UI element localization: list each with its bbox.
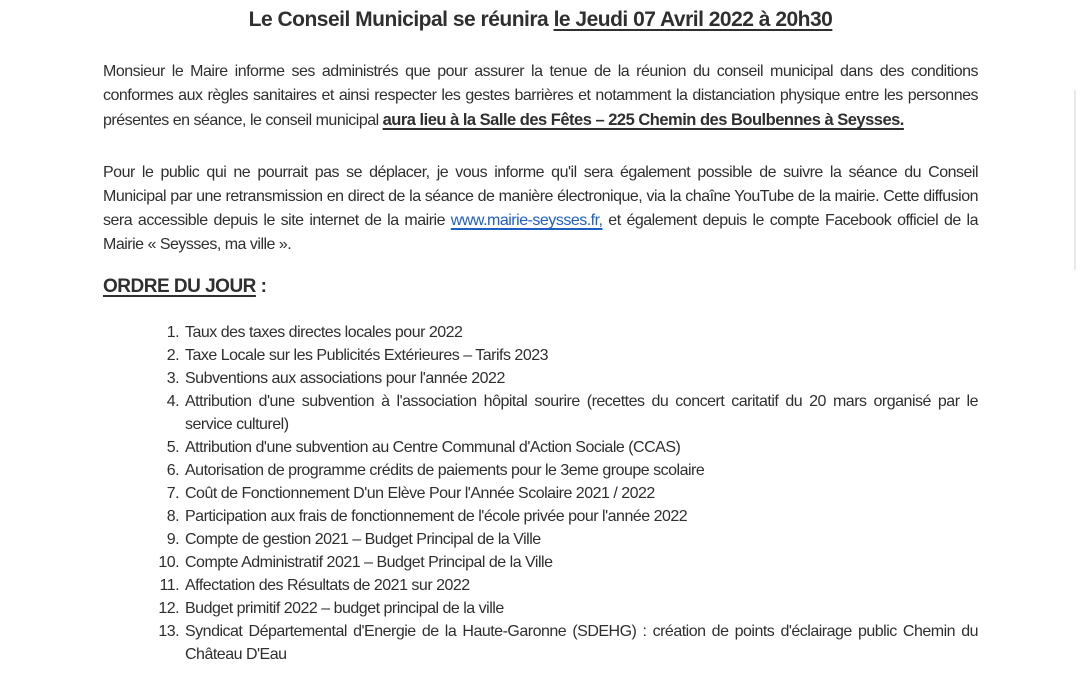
title-text: Le Conseil Municipal se réunira xyxy=(248,8,554,31)
agenda-item-1: 1. Taux des taxes directes locales pour 2022 xyxy=(183,321,978,344)
agenda-item-2: 2. Taxe Locale sur les Publicités Extérieures – Tarifs 2023 xyxy=(183,344,978,367)
agenda-item-13: 13. Syndicat Départemental d'Energie de la Haute-Garonne (SDEHG) : création de points d'éclairage public Chemin du Château D'Eau xyxy=(183,620,978,666)
agenda-heading-underlined: ORDRE DU JOUR xyxy=(103,276,256,297)
agenda-item-8: 8. Participation aux frais de fonctionnement de l'école privée pour l'année 2022 xyxy=(183,505,978,528)
agenda-item-3: 3. Subventions aux associations pour l'année 2022 xyxy=(183,367,978,390)
agenda-item-12: 12. Budget primitif 2022 – budget principal de la ville xyxy=(183,597,978,620)
scanner-artifact-line xyxy=(1074,90,1076,270)
page-title xyxy=(103,6,978,34)
agenda-item-6: 6. Autorisation de programme crédits de paiements pour le 3eme groupe scolaire xyxy=(183,459,978,482)
intro-paragraph xyxy=(103,60,978,133)
agenda-list xyxy=(103,321,978,666)
intro-text: Monsieur le Maire informe ses administrés que pour assurer la tenue de la réunion du conseil municipal dans des conditions conformes aux règles sanitaires et ainsi respecter les gestes barrières et notamment la distanciation physique entre les personnes présentes en séance, le conseil municipal xyxy=(103,63,978,129)
agenda-item-7: 7. Coût de Fonctionnement D'un Elève Pour l'Année Scolaire 2021 / 2022 xyxy=(183,482,978,505)
broadcast-text-after: et également depuis le compte Facebook officiel de la Mairie « Seysses, ma ville ». xyxy=(103,212,979,253)
title-date-underlined: le Jeudi 07 Avril 2022 à 20h30 xyxy=(553,8,833,31)
venue-emphasis: aura lieu à la Salle des Fêtes – 225 Chemin des Boulbennes à Seysses. xyxy=(382,111,904,129)
mairie-website-link[interactable]: www.mairie-seysses.fr, xyxy=(450,212,603,229)
agenda-item-9: 9. Compte de gestion 2021 – Budget Principal de la Ville xyxy=(183,528,978,551)
agenda-heading xyxy=(103,275,978,299)
agenda-heading-colon: : xyxy=(255,276,267,297)
agenda-item-10: 10. Compte Administratif 2021 – Budget Principal de la Ville xyxy=(183,551,978,574)
broadcast-text-before: Pour le public qui ne pourrait pas se déplacer, je vous informe qu'il sera également possible de suivre la séance du Conseil Municipal par une retransmission en direct de la séance de manière électronique, via la chaîne YouTube de la mairie. Cette diffusion sera accessible depuis le site internet de la mairie xyxy=(103,164,978,229)
agenda-item-4: 4. Attribution d'une subvention à l'association hôpital sourire (recettes du concert caritatif du 20 mars organisé par le service culturel) xyxy=(183,390,978,436)
broadcast-paragraph xyxy=(103,161,978,257)
agenda-item-5: 5. Attribution d'une subvention au Centre Communal d'Action Sociale (CCAS) xyxy=(183,436,978,459)
agenda-item-11: 11. Affectation des Résultats de 2021 sur 2022 xyxy=(183,574,978,597)
